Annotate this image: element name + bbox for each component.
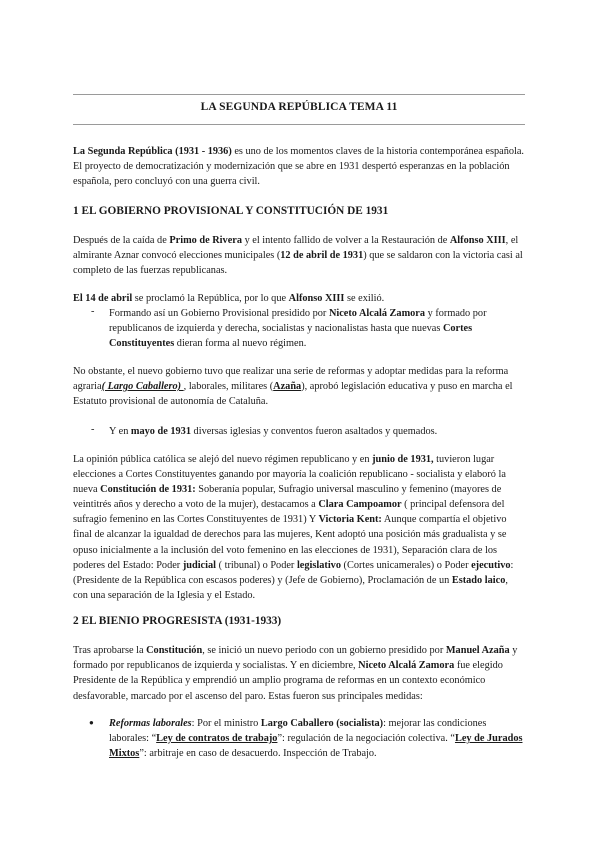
section-1-paragraph-4: La opinión pública católica se alejó del nuevo régimen republicano y en junio de 1931, tuvieron lugar elecciones a Cortes Constituyentes ganando por mayoría la coalición republicano - socialista y elaboró la nueva Constitución de 1931: Soberanía popular, Sufragio universal masculino y femenino (mayores de veintitrés años y derecho a voto de la mujer), destacamos a Clara Campoamor ( principal defensora del sufragio femenino en las Cortes Constituyentes de 1931) Y Victoria Kent: Aunque compartía el objetivo final de alcanzar la igualdad de derechos para las mujeres, Kent adoptó una posición más gradualista y se opuso inicialmente a la inclusión del voto femenino en las elecciones de 1931), Separación clara de los poderes del Estado: Poder judicial ( tribunal) o Poder legislativo (Cortes unicamerales) o Poder ejecutivo: (Presidente de la República con escasos poderes) y (Jefe de Gobierno), Proclamación de un Estado laico, con una separación de la Iglesia y el Estado. [73,454,514,601]
bullet-item-reformas-laborales: Reformas laborales: Por el ministro Largo Caballero (socialista): mejorar las condiciones laborales: “Ley de contratos de trabajo”: regulación de la negociación colectiva. “Ley de Jurados Mixtos”: arbitraje en caso de desacuerdo. Inspección de Trabajo. [109,718,523,760]
bullet-marker: ● [89,718,94,727]
section-2-paragraph-1: Tras aprobarse la Constitución, se inició un nuevo periodo con un gobierno presidido por Manuel Azaña y formado por republicanos de izquierda y socialistas. Y en diciembre, Niceto Alcalá Zamora fue elegido Presidente de la República y emprendió un amplio programa de reformas en un contexto económico desfavorable, marcado por el ascenso del paro. Estas fueron sus principales medidas: [73,645,518,702]
page-title: LA SEGUNDA REPÚBLICA TEMA 11 [200,101,398,113]
section-1-heading: 1 EL GOBIERNO PROVISIONAL Y CONSTITUCIÓN DE 1931 [73,205,389,217]
title-underline-rule [73,124,525,125]
section-2-heading: 2 EL BIENIO PROGRESISTA (1931-1933) [73,615,282,627]
top-rule [73,94,525,95]
dash-marker: - [91,424,95,435]
dash-item-gobierno-provisional: Formando así un Gobierno Provisional presidido por Niceto Alcalá Zamora y formado por republicanos de izquierda y derecha, socialistas y nacionalistas hasta que nuevas Cortes Constituyentes dieran forma al nuevo régimen. [109,308,487,350]
section-1-paragraph-1: Después de la caída de Primo de Rivera y el intento fallido de volver a la Restauración de Alfonso XIII, el almirante Aznar convocó elecciones municipales (12 de abril de 1931) que se saldaron con la victoria casi al completo de las fuerzas republicanas. [73,235,523,277]
dash-marker: - [91,306,95,317]
dash-item-mayo-1931: Y en mayo de 1931 diversas iglesias y conventos fueron asaltados y quemados. [109,426,438,437]
section-1-paragraph-3: No obstante, el nuevo gobierno tuvo que realizar una serie de reformas y adoptar medidas para la reforma agraria( Largo Caballero) , laborales, militares (Azaña), aprobó legislación educativa y puso en marcha el Estatuto provisional de autonomía de Cataluña. [73,366,513,408]
intro-paragraph: La Segunda República (1931 - 1936) es uno de los momentos claves de la historia contemporánea española. El proyecto de democratización y modernización que se abre en 1931 despertó esperanzas en la población española, pero concluyó con una guerra civil. [73,146,524,188]
section-1-paragraph-2: El 14 de abril se proclamó la República, por lo que Alfonso XIII se exilió. [73,293,385,304]
